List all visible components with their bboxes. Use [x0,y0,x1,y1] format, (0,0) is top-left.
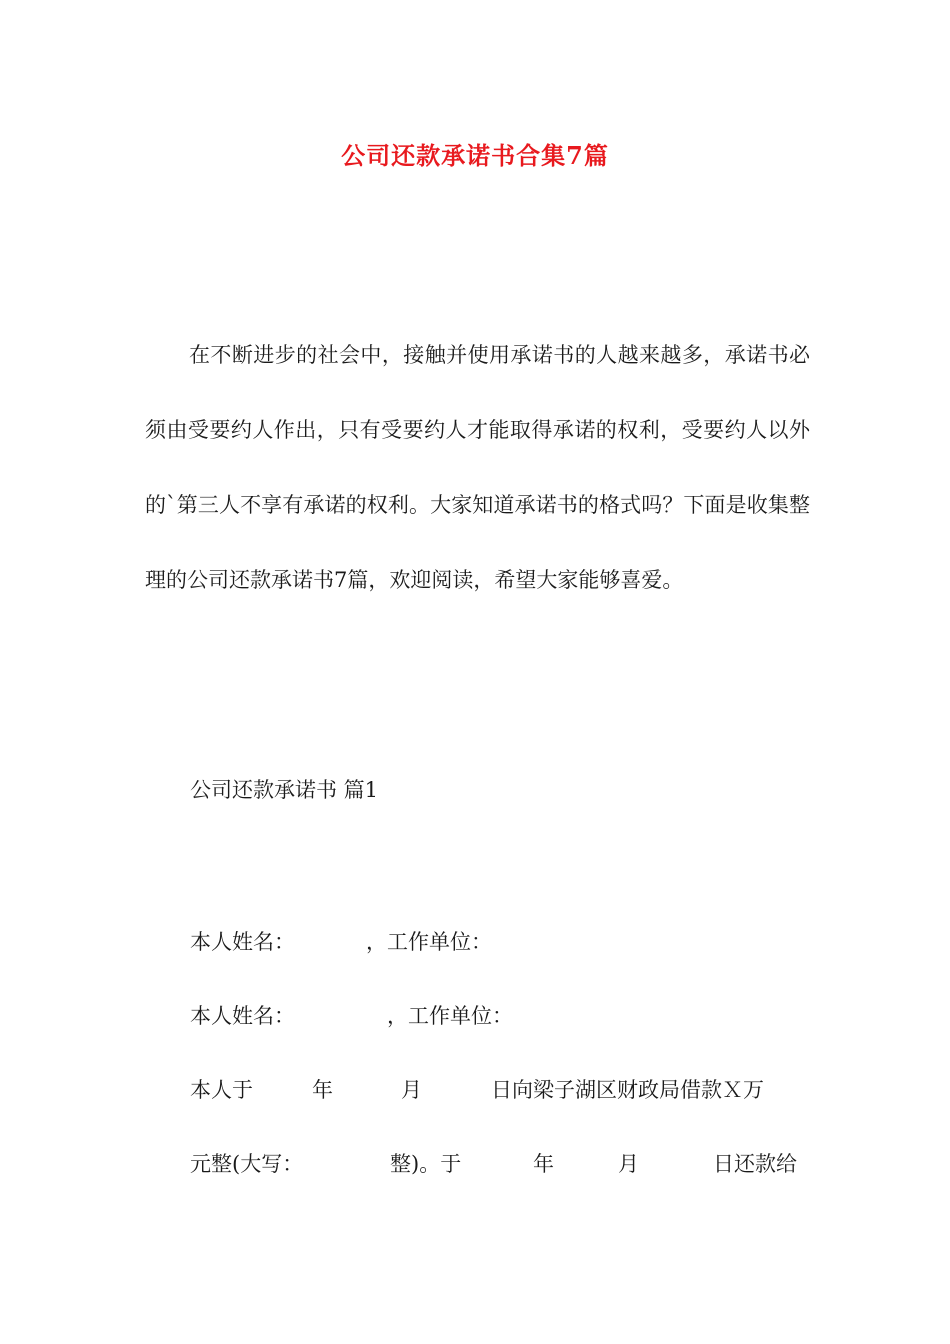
work-unit-label: ，工作单位： [366,930,492,954]
intro-paragraph: 在不断进步的社会中，接触并使用承诺书的人越来越多，承诺书必须由受要约人作出，只有受要约人才能取得承诺的权利，受要约人以外的`第三人不享有承诺的权利。大家知道承诺书的格式吗？下面是收集整理的公司还款承诺书7篇，欢迎阅读，希望大家能够喜爱。 [145,343,810,592]
year-label: 年 [533,1152,554,1176]
year-label: 年 [312,1078,333,1102]
name-label: 本人姓名： [190,930,295,954]
loan-detail-text: 日向梁子湖区财政局借款Ｘ万 [491,1078,764,1102]
repay-text: 日还款给 [713,1152,797,1176]
document-title: 公司还款承诺书合集7篇 [341,141,609,170]
amount-capital-label: 元整(大写： [190,1152,304,1176]
month-label: 月 [401,1078,422,1102]
work-unit-label: ，工作单位： [387,1004,513,1028]
loan-intro-text: 本人于 [190,1078,253,1102]
name-label: 本人姓名： [190,1004,295,1028]
amount-end-text: 整)。于 [390,1152,462,1176]
month-label: 月 [618,1152,639,1176]
section-heading: 公司还款承诺书 篇1 [190,778,379,802]
